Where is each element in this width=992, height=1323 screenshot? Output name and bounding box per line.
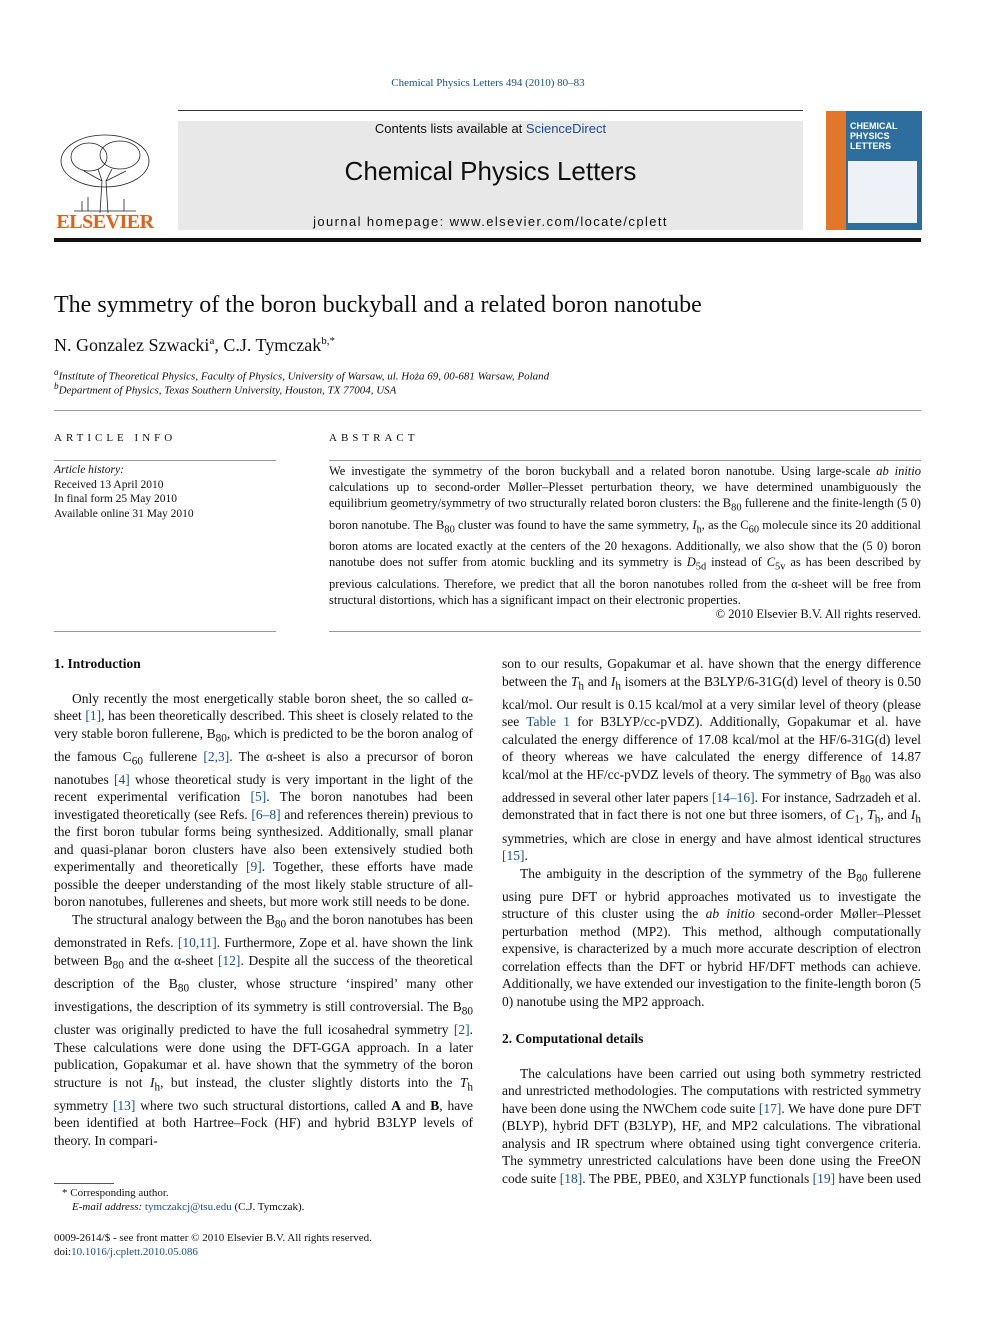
- contents-line: [178, 121, 803, 136]
- intro-paragraph-3: son to our results, Gopakumar et al. have shown that the energy difference between the $T_h$ and $I_h$ isomers at the B3LYP/6-31G(d) level of theory is 0.50 kcal/mol. Our result is 0.15 kcal/mol at a very similar level of theory (please see Table 1 for B3LYP/cc-pVDZ). Additionally, Gopakumar et al. have calculated the energy difference of 17.08 kcal/mol at the HF/6-31G(d) level of theory whereas we have calculated the energy difference of 14.87 kcal/mol at the HF/cc-pVDZ levels of theory. The symmetry of $B_{80}$ was also addressed in several other later papers [14–16]. For instance, Sadrzadeh et al. demonstrated that in fact there is not one but three isomers, of $C_1$, $T_h$, and $I_h$ symmetries, which are close in energy and have almost identical structures [15].: [502, 656, 921, 864]
- abstract-rule-top: [329, 460, 921, 461]
- header-top-rule: [178, 110, 803, 111]
- body-column-right: [502, 655, 921, 1187]
- cover-title-line-1: CHEMICAL: [850, 121, 898, 131]
- affiliation-a-mark: a: [54, 367, 59, 377]
- affiliation-b-text: Department of Physics, Texas Southern University, Houston, TX 77004, USA: [58, 384, 397, 397]
- author-1[interactable]: N. Gonzalez Szwacki: [54, 335, 210, 355]
- computational-paragraph-1: The calculations have been carried out using both symmetry restricted and unrestricted methodologies. The computations with restricted symmetry have been done using the NWChem code suite [17]. We have done pure DFT (BLYP), hybrid DFT (B3LYP), HF, and MP2 calculations. The vibrational analysis and IR spectrum where obtained using tight convergence criteria. The symmetry unrestricted calculations have been done using the FreeON code suite [18]. The PBE, PBE0, and X3LYP functionals [19] have been used: [502, 1065, 921, 1186]
- email-label: E-mail address:: [72, 1201, 145, 1213]
- history-received: Received 13 April 2010: [54, 478, 164, 491]
- article-title: The symmetry of the boron buckyball and a related boron nanotube: [54, 292, 702, 318]
- affiliation-b-mark: b: [54, 381, 59, 391]
- article-info-rule-top: [54, 460, 276, 461]
- email-note: [54, 1200, 304, 1214]
- header-thick-rule: [54, 238, 921, 242]
- intro-paragraph-2: The structural analogy between the $B_{80}$ and the boron nanotubes has been demonstrated in Refs. [10,11]. Furthermore, Zope et al. have shown the link between $B_{80}$ and the α-sheet [12]. Despite all the success of the theoretical description of the $B_{80}$ cluster, whose structure ‘inspired’ many other investigations, the description of its symmetry is still controversial. The $B_{80}$ cluster was originally predicted to have the full icosahedral symmetry [2]. These calculations were done using the DFT-GGA approach. In a later publication, Gopakumar et al. have shown that the symmetry of the boron structure is not $I_h$, but instead, the cluster slightly distorts into the $T_h$ symmetry [13] where two such structural distortions, called A and B, have been identified at both Hartree–Fock (HF) and hybrid B3LYP levels of theory. In compari-: [54, 911, 474, 1148]
- doi-prefix: doi:: [54, 1246, 72, 1258]
- cover-title-line-2: PHYSICS: [850, 131, 890, 141]
- history-online: Available online 31 May 2010: [54, 507, 194, 520]
- email-link[interactable]: tymczakcj@tsu.edu: [144, 1201, 232, 1213]
- journal-title: Chemical Physics Letters: [344, 156, 637, 186]
- author-separator: ,: [214, 335, 224, 355]
- computational-heading: 2. Computational details: [502, 1031, 644, 1047]
- cover-title: [850, 121, 898, 151]
- affiliation-a-text: Institute of Theoretical Physics, Faculty of Physics, University of Warsaw, ul. Hoża 69, 00-681 Warsaw, Poland: [58, 370, 550, 383]
- doi-line: [54, 1245, 372, 1259]
- author-list: [54, 335, 335, 356]
- publication-meta: [54, 1231, 372, 1259]
- sciencedirect-link[interactable]: ScienceDirect: [525, 121, 607, 136]
- abstract-rule-bottom: [329, 631, 921, 632]
- author-1-affil: a: [209, 335, 215, 347]
- history-revised: In final form 25 May 2010: [54, 493, 177, 505]
- article-info-heading: ARTICLE INFO: [54, 432, 177, 444]
- affiliation-b: [54, 381, 396, 397]
- footnote: [54, 1186, 304, 1214]
- doi-link[interactable]: 10.1016/j.cplett.2010.05.086: [71, 1246, 198, 1258]
- cover-title-line-3: LETTERS: [850, 141, 892, 151]
- intro-paragraph-4: The ambiguity in the description of the symmetry of the $B_{80}$ fullerene using pure DFT or hybrid approaches motivated us to investigate the structure of this cluster using the ab initio second-order Møller–Plesset perturbation method (MP2). This method, although computationally expensive, is characterized by a much more accurate description of electron correlation effects than the DFT or hybrid HF/DFT methods can achieve. Additionally, we have extended our investigation to the finite-length boron (5 0) nanotube using the MP2 approach.: [502, 865, 922, 1009]
- body-column-left: [54, 655, 473, 1149]
- homepage-line: [178, 214, 803, 229]
- intro-heading: 1. Introduction: [54, 656, 141, 671]
- abstract-heading: ABSTRACT: [329, 432, 419, 444]
- journal-cover-thumbnail[interactable]: [826, 111, 922, 230]
- homepage-link[interactable]: www.elsevier.com/locate/cplett: [449, 214, 668, 229]
- abstract-text: We investigate the symmetry of the boron buckyball and a related boron nanotube. Using large-scale ab initio calculations up to second-order Møller–Plesset perturbation theory, we have determined unambiguously the equilibrium geometry/symmetry of two structurally related boron clusters: the $B_{80}$ fullerene and the finite-length (5 0) boron nanotube. The $B_{80}$ cluster was found to have the same symmetry, $I_h$, as the $C_{60}$ molecule since its 20 additional boron atoms are located exactly at the centers of the 20 hexagons. Additionally, we also show that the (5 0) boron nanotube does not suffer from atomic buckling and its symmetry is $D_{5d}$ instead of $C_{5v}$ as has been described by previous calculations. Therefore, we predict that all the boron nanotubes rolled from the α-sheet will be free from structural distortions, which has a significant impact on their electronic properties.: [329, 464, 921, 607]
- cover-image-panel: [848, 161, 917, 223]
- homepage-prefix: journal homepage:: [313, 214, 450, 229]
- section-rule: [54, 410, 921, 411]
- cover-stripe: [826, 111, 846, 230]
- author-2-affil: b,*: [321, 335, 335, 347]
- elsevier-wordmark: ELSEVIER: [56, 211, 154, 233]
- journal-reference[interactable]: Chemical Physics Letters 494 (2010) 80–83: [391, 77, 585, 89]
- issn-line: 0009-2614/$ - see front matter © 2010 Elsevier B.V. All rights reserved.: [54, 1232, 372, 1244]
- article-info-rule-bottom: [54, 631, 276, 632]
- history-label: Article history:: [54, 464, 124, 476]
- corresponding-note: * Corresponding author.: [62, 1187, 169, 1199]
- abstract-copyright: © 2010 Elsevier B.V. All rights reserved.: [715, 607, 921, 621]
- author-2[interactable]: C.J. Tymczak: [223, 335, 322, 355]
- article-history: [54, 463, 194, 521]
- email-suffix: (C.J. Tymczak).: [231, 1201, 305, 1213]
- contents-prefix: Contents lists available at: [374, 121, 526, 136]
- intro-paragraph-1: Only recently the most energetically stable boron sheet, the so called α-sheet [1], has been theoretically described. This sheet is closely related to the very stable boron fullerene, $B_{80}$, which is predicted to be the boron analog of the famous $C_{60}$ fullerene [2,3]. The α-sheet is also a precursor of boron nanotubes [4] whose theoretical study is very important in the light of the recent experimental verification [5]. The boron nanotubes had been investigated theoretically (see Refs. [6–8] and references therein) previous to the first boron tubular forms being synthesized. Additionally, small planar and quasi-planar boron clusters have also been extensively studied both experimentally and theoretically [9]. Together, these efforts have made possible the deeper understanding of the most likely stable structure of all-boron nanotubes, fullerenes and sheets, but more work still needs to be done.: [54, 690, 473, 910]
- footnote-rule: [54, 1183, 114, 1184]
